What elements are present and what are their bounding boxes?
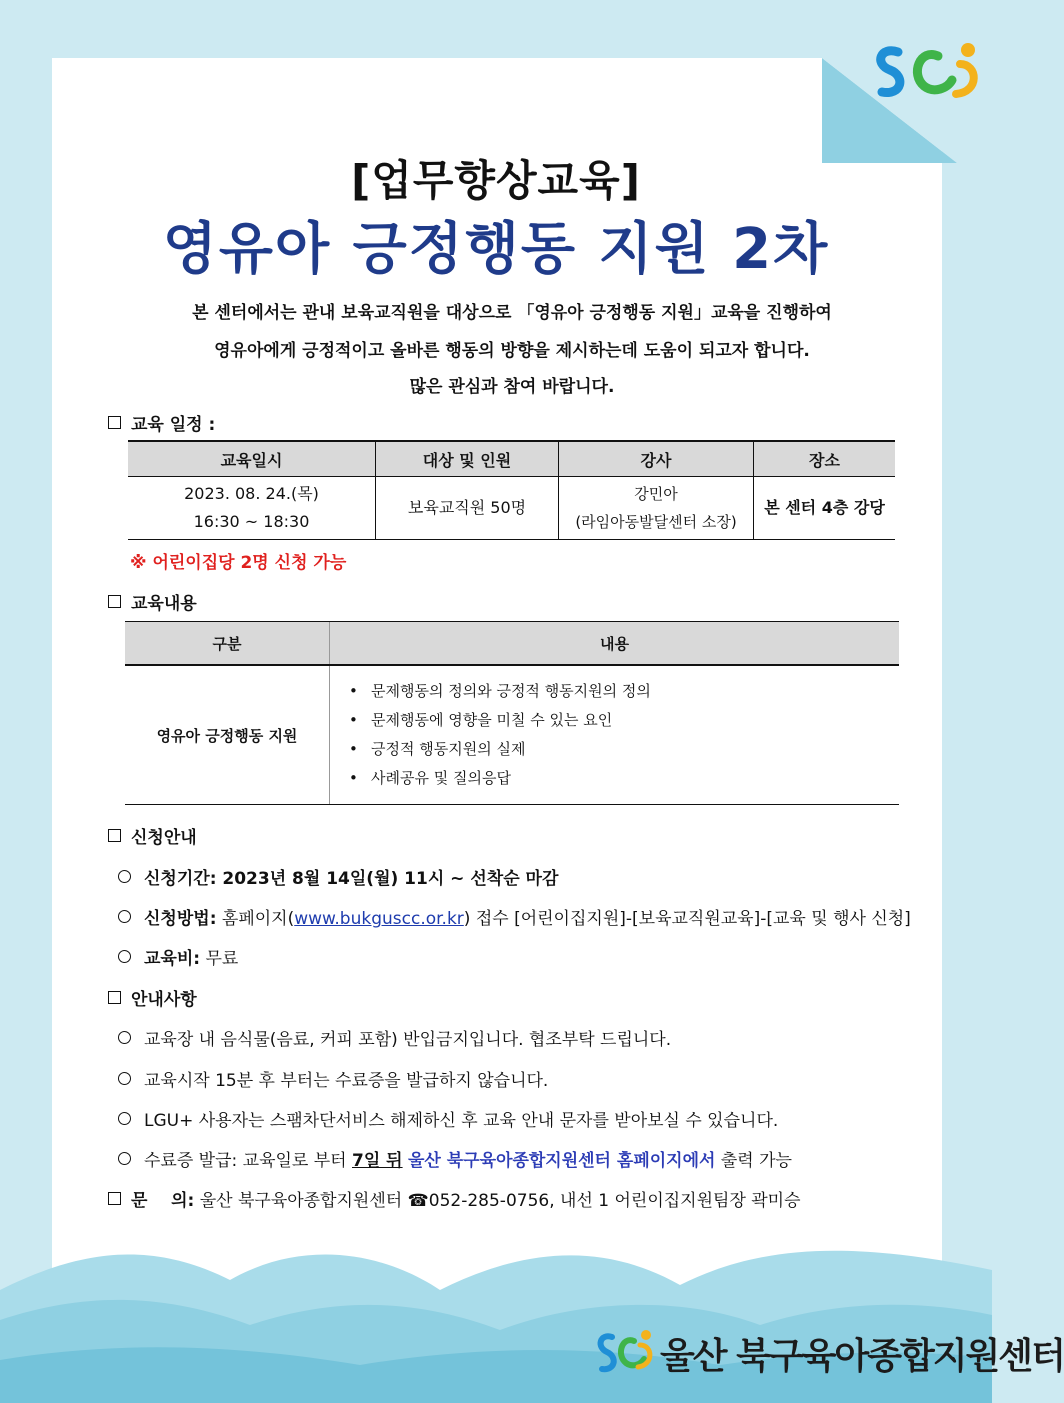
guide-heading: 안내사항 [108, 985, 197, 1010]
intro-line-1: 본 센터에서는 관내 보육교직원을 대상으로 「영유아 긍정행동 지원」교육을 진행하여 [192, 303, 832, 323]
guide-item-1: 교육장 내 음식물(음료, 커피 포함) 반입금지입니다. 협조부탁 드립니다. [118, 1025, 671, 1050]
footer-logo-icon [596, 1327, 654, 1379]
schedule-heading: 교육 일정 : [108, 410, 215, 435]
schedule-table [128, 440, 895, 540]
content-category: 영유아 긍정행동 지원 [125, 665, 330, 805]
list-item: • 긍정적 행동지원의 실제 [371, 735, 898, 764]
checkbox-square-icon [108, 991, 121, 1004]
notice-text: ※ 어린이집당 2명 신청 가능 [130, 553, 347, 573]
content-items [330, 665, 900, 805]
content-table [125, 621, 899, 805]
circle-bullet-icon [118, 1152, 131, 1165]
page-title: 영유아 긍정행동 지원 2차 [162, 217, 830, 282]
checkbox-square-icon [108, 416, 121, 429]
col-header-lecturer: 강사 [559, 441, 754, 477]
schedule-place: 본 센터 4층 강당 [754, 477, 896, 540]
contact-line: 문 의: 울산 북구육아종합지원센터 ☎052-285-0756, 내선 1 어린이집지원팀장 곽미승 [108, 1186, 801, 1211]
apply-method: 신청방법: 홈페이지(www.bukguscc.or.kr) 접수 [어린이집지원]-[보육교직원교육]-[교육 및 행사 신청] [118, 904, 911, 929]
subtitle: [업무향상교육] [351, 156, 641, 205]
schedule-lecturer: 강민아 (라임아동발달센터 소장) [559, 477, 754, 540]
schedule-target: 보육교직원 50명 [376, 477, 559, 540]
list-item: • 사례공유 및 질의응답 [371, 764, 898, 793]
checkbox-square-icon [108, 595, 121, 608]
col-header-category: 구분 [125, 622, 330, 666]
apply-fee: 교육비: 무료 [118, 944, 238, 969]
circle-bullet-icon [118, 870, 131, 883]
circle-bullet-icon [118, 910, 131, 923]
col-header-date: 교육일시 [128, 441, 376, 477]
col-header-target: 대상 및 인원 [376, 441, 559, 477]
circle-bullet-icon [118, 1072, 131, 1085]
guide-item-2: 교육시작 15분 후 부터는 수료증을 발급하지 않습니다. [118, 1066, 548, 1091]
circle-bullet-icon [118, 950, 131, 963]
circle-bullet-icon [118, 1031, 131, 1044]
col-header-place: 장소 [754, 441, 896, 477]
circle-bullet-icon [118, 1112, 131, 1125]
content-heading: 교육내용 [108, 589, 197, 614]
intro-line-3: 많은 관심과 참여 바랍니다. [409, 377, 615, 397]
footer-org-name: 울산 북구육아종합지원센터 [660, 1336, 1064, 1377]
center-logo-icon [868, 34, 986, 104]
checkbox-square-icon [108, 829, 121, 842]
list-item: • 문제행동의 정의와 긍정적 행동지원의 정의 [371, 677, 898, 706]
schedule-date: 2023. 08. 24.(목) 16:30 ~ 18:30 [128, 477, 376, 540]
col-header-content: 내용 [330, 622, 900, 666]
apply-heading: 신청안내 [108, 823, 197, 848]
guide-item-4: 수료증 발급: 교육일로 부터 7일 뒤 울산 북구육아종합지원센터 홈페이지에서 출력 가능 [118, 1146, 792, 1171]
apply-period: 신청기간: 2023년 8월 14일(월) 11시 ~ 선착순 마감 [118, 864, 558, 889]
list-item: • 문제행동에 영향을 미칠 수 있는 요인 [371, 706, 898, 735]
homepage-link[interactable]: www.bukguscc.or.kr [294, 909, 464, 929]
guide-item-3: LGU+ 사용자는 스팸차단서비스 해제하신 후 교육 안내 문자를 받아보실 수 있습니다. [118, 1106, 778, 1131]
intro-line-2: 영유아에게 긍정적이고 올바른 행동의 방향을 제시하는데 도움이 되고자 합니다. [214, 341, 810, 361]
